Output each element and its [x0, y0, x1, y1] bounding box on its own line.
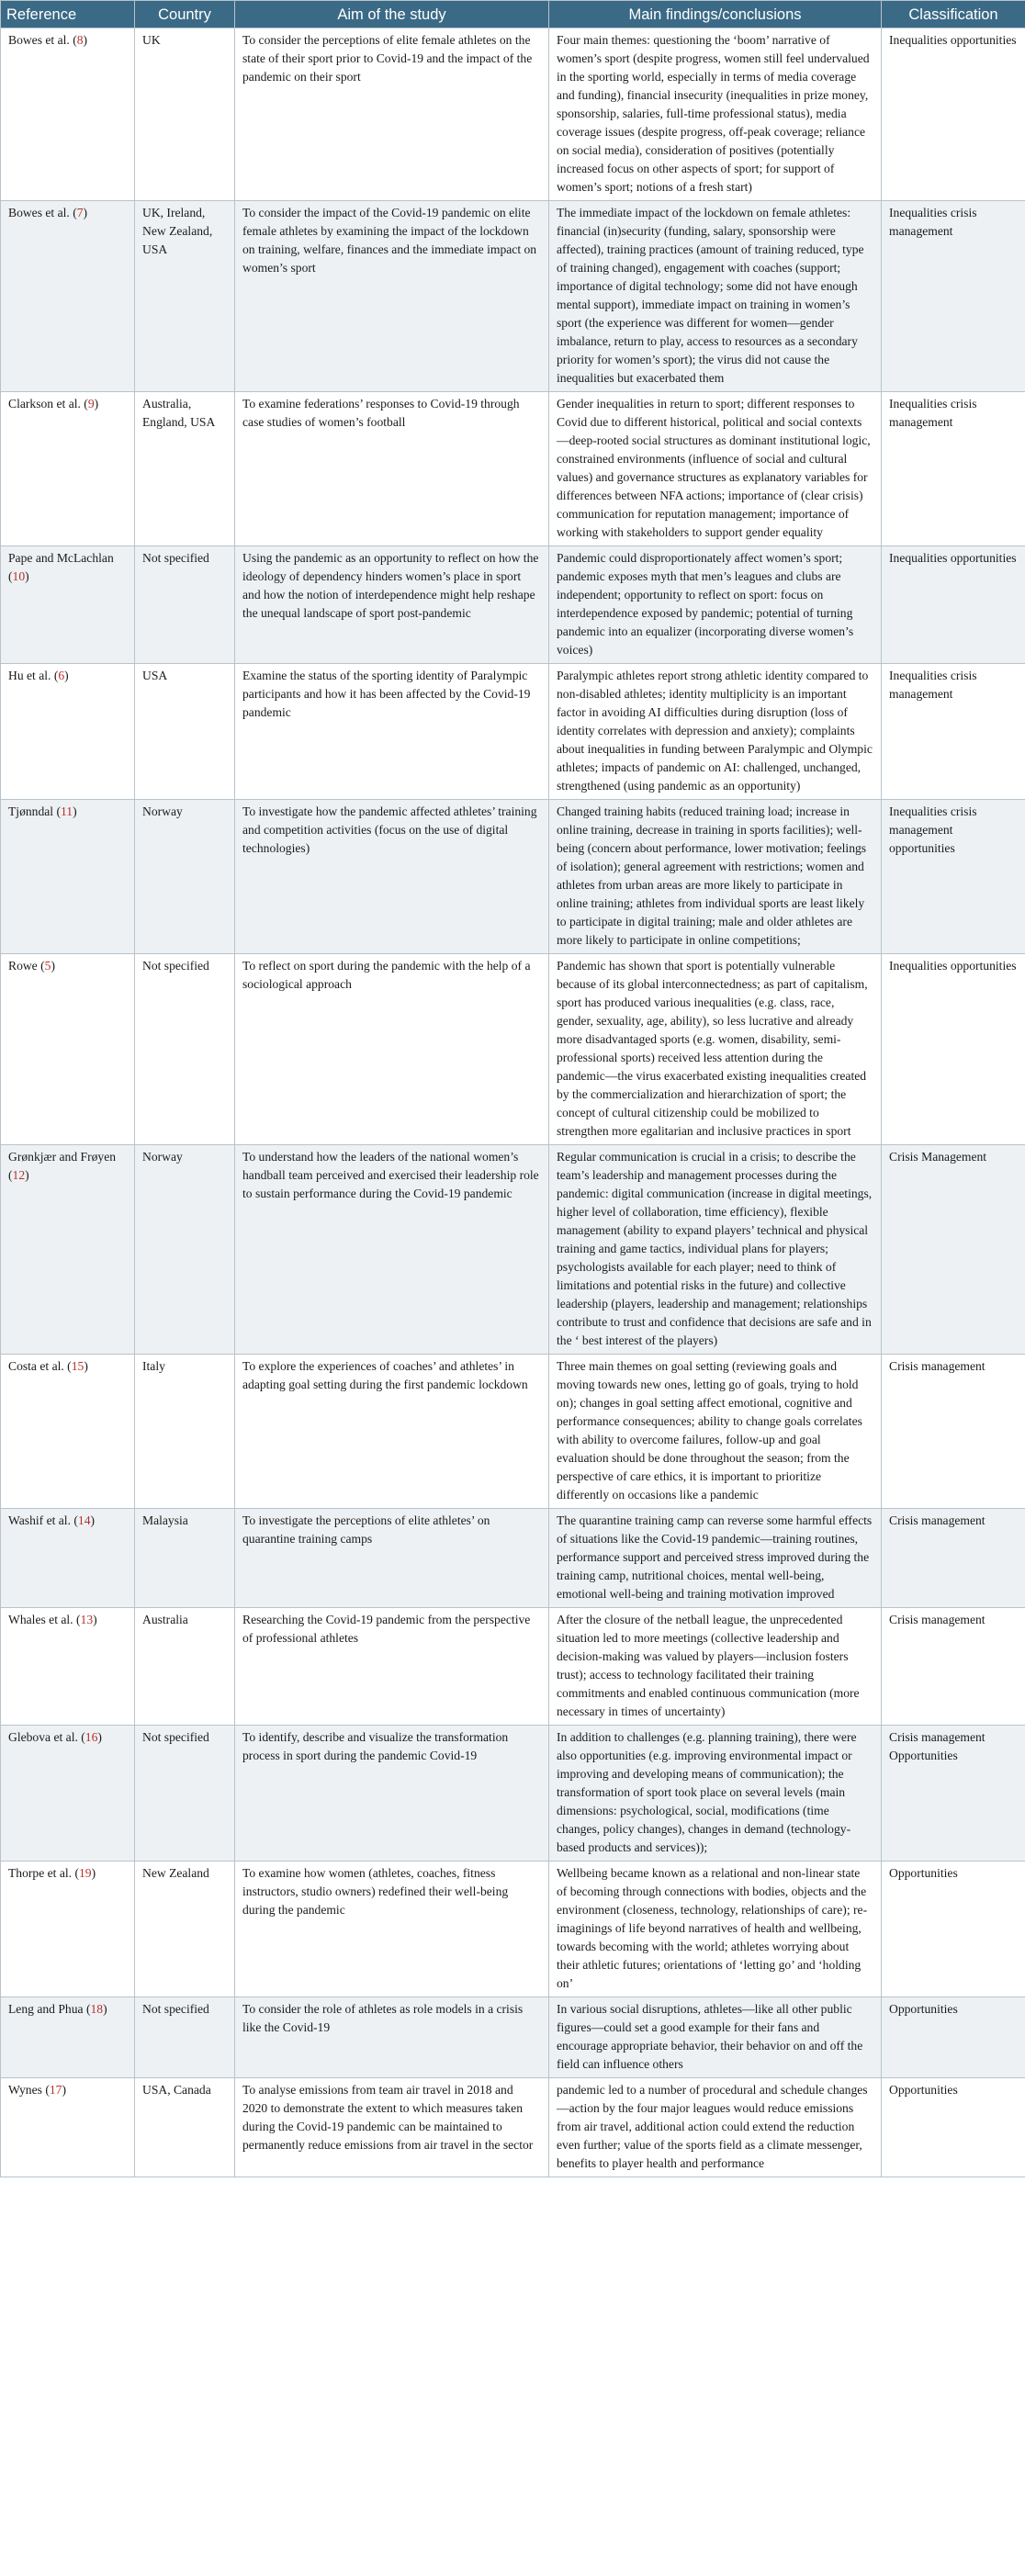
- reference-cell: [1, 201, 135, 392]
- aim-cell: Researching the Covid-19 pandemic from the perspective of professional athletes: [235, 1608, 549, 1726]
- findings-cell: Changed training habits (reduced training load; increase in online training, decrease in training in sports facilities); well-being (concern about performance, lower motivation; feelings of isolation); general agreement with restrictions; women and athletes from urban areas are more likely to participate in online training; athletes from individual sports are least likely to participate in digital training; male and older athletes are more likely to participate in online competitions;: [549, 800, 882, 954]
- reference-author: Whales et al. (: [8, 1613, 81, 1626]
- reference-number-link[interactable]: 14: [77, 1513, 91, 1527]
- aim-cell: To consider the perceptions of elite female athletes on the state of their sport prior to Covid-19 and the impact of the pandemic on their sport: [235, 28, 549, 201]
- country-cell: UK, Ireland, New Zealand, USA: [135, 201, 235, 392]
- findings-cell: Three main themes on goal setting (reviewing goals and moving towards new ones, letting go of goals, trying to hold on); changes in goal setting affect emotional, cognitive and performance consequences; ability to change goals correlates with ability to overcome failures, follow-up and goal evaluation should be done throughout the season; from the perspective of care ethics, it is important to prioritize differently on occasions like a pandemic: [549, 1355, 882, 1509]
- header-reference: Reference: [1, 1, 135, 28]
- classification-cell: Inequalities opportunities: [882, 546, 1025, 664]
- header-findings: Main findings/conclusions: [549, 1, 882, 28]
- reference-number-link[interactable]: 6: [58, 669, 65, 682]
- classification-cell: Crisis management Opportunities: [882, 1726, 1025, 1862]
- reference-close-paren: ): [51, 959, 55, 973]
- reference-number-link[interactable]: 12: [12, 1168, 26, 1182]
- reference-number-link[interactable]: 15: [71, 1359, 84, 1373]
- header-aim: Aim of the study: [235, 1, 549, 28]
- findings-cell: Regular communication is crucial in a crisis; to describe the team’s leadership and management processes during the pandemic: digital communication (increase in digital meetings, higher level of collaboration, time efficiency), flexible management (ability to expand players’ technical and physical training and game tactics, individual plans for players; psychologists available for each player; need to think of limitations and potential risks in the future) and collective leadership (players, leadership and management; relationships contribute to trust and confidence that decisions are safe and in the ‘ best interest of the players): [549, 1145, 882, 1355]
- classification-cell: Inequalities opportunities: [882, 954, 1025, 1145]
- reference-cell: [1, 28, 135, 201]
- table-row: [1, 800, 1025, 954]
- findings-cell: After the closure of the netball league, the unprecedented situation led to more meetings (collective leadership and decision-making was valued by players—inclusion fosters trust); access to technology facilitated their training commitments and enabled continuous communication (more necessary in times of uncertainty): [549, 1608, 882, 1726]
- classification-cell: Inequalities opportunities: [882, 28, 1025, 201]
- country-cell: Not specified: [135, 546, 235, 664]
- aim-cell: To consider the role of athletes as role models in a crisis like the Covid-19: [235, 1997, 549, 2078]
- table-body: [1, 28, 1025, 2177]
- aim-cell: Using the pandemic as an opportunity to reflect on how the ideology of dependency hinders women’s place in sport and how the notion of interdependence might help reshape the unequal landscape of sport post-pandemic: [235, 546, 549, 664]
- classification-cell: Crisis Management: [882, 1145, 1025, 1355]
- reference-author: Bowes et al. (: [8, 33, 77, 47]
- reference-author: Wynes (: [8, 2083, 50, 2097]
- classification-cell: Opportunities: [882, 1997, 1025, 2078]
- aim-cell: To identify, describe and visualize the transformation process in sport during the pandemic Covid-19: [235, 1726, 549, 1862]
- aim-cell: To consider the impact of the Covid-19 pandemic on elite female athletes by examining the impact of the lockdown on training, welfare, finances and the immediate impact on women’s sport: [235, 201, 549, 392]
- reference-author: Washif et al. (: [8, 1513, 78, 1527]
- reference-cell: [1, 1726, 135, 1862]
- table-row: [1, 2078, 1025, 2177]
- reference-cell: [1, 392, 135, 546]
- reference-cell: [1, 2078, 135, 2177]
- findings-cell: Four main themes: questioning the ‘boom’ narrative of women’s sport (despite progress, women still feel undervalued in the sporting world, especially in terms of media coverage and funding), financial insecurity (inequalities in prize money, sponsorship, salaries, full-time professional status), media coverage issues (despite progress, off-peak coverage; reliance on social media), consideration of positives (potentially increased focus on other aspects of sport; for support of women’s sport; notions of a fresh start): [549, 28, 882, 201]
- table-row: [1, 1509, 1025, 1608]
- table-header-row: [1, 1, 1025, 28]
- findings-cell: Wellbeing became known as a relational and non-linear state of becoming through connections with bodies, objects and the environment (closeness, technology, relationships of care); re-imaginings of life beyond narratives of health and wellbeing, towards becoming with the world; athletes worrying about their athletic futures; orientations of ‘letting go’ and ‘holding on’: [549, 1862, 882, 1997]
- country-cell: Norway: [135, 1145, 235, 1355]
- classification-cell: Opportunities: [882, 2078, 1025, 2177]
- reference-cell: [1, 1608, 135, 1726]
- reference-close-paren: ): [62, 2083, 66, 2097]
- findings-cell: Paralympic athletes report strong athletic identity compared to non-disabled athletes; identity multiplicity is an important factor in avoiding AI difficulties during disruption (loss of identity correlates with depression and anxiety); complaints about inequalities in funding between Paralympic and Olympic athletes; impacts of pandemic on AI: challenged, unchanged, strengthened (using pandemic as an opportunity): [549, 664, 882, 800]
- findings-cell: In various social disruptions, athletes—like all other public figures—could set a good example for their fans and encourage appropriate behavior, their behavior on and off the field can influence others: [549, 1997, 882, 2078]
- reference-close-paren: ): [64, 669, 69, 682]
- reference-number-link[interactable]: 17: [49, 2083, 62, 2097]
- table-row: [1, 1355, 1025, 1509]
- reference-cell: [1, 1355, 135, 1509]
- reference-close-paren: ): [94, 397, 99, 411]
- reference-close-paren: ): [97, 1730, 102, 1744]
- reference-number-link[interactable]: 11: [61, 804, 73, 818]
- country-cell: Australia: [135, 1608, 235, 1726]
- aim-cell: To examine how women (athletes, coaches, fitness instructors, studio owners) redefined their well-being during the pandemic: [235, 1862, 549, 1997]
- classification-cell: Crisis management: [882, 1355, 1025, 1509]
- findings-cell: Gender inequalities in return to sport; different responses to Covid due to different historical, political and social contexts—deep-rooted social structures as dominant institutional logic, constrained environments (influence of social and cultural values) and governance structures as explanatory variables for differences between NFA actions; importance of (clear crisis) communication for reputation management; importance of working with stakeholders to support gender equality: [549, 392, 882, 546]
- country-cell: Not specified: [135, 954, 235, 1145]
- reference-author: Pape and McLachlan (: [8, 551, 114, 583]
- reference-author: Hu et al. (: [8, 669, 59, 682]
- reference-close-paren: ): [91, 1866, 96, 1880]
- reference-close-paren: ): [83, 206, 88, 219]
- reference-number-link[interactable]: 13: [80, 1613, 94, 1626]
- reference-close-paren: ): [25, 1168, 29, 1182]
- country-cell: USA, Canada: [135, 2078, 235, 2177]
- reference-close-paren: ): [84, 1359, 88, 1373]
- table-row: [1, 392, 1025, 546]
- classification-cell: Inequalities crisis management: [882, 201, 1025, 392]
- reference-cell: [1, 664, 135, 800]
- classification-cell: Crisis management: [882, 1509, 1025, 1608]
- table-row: [1, 1726, 1025, 1862]
- table-row: [1, 1997, 1025, 2078]
- classification-cell: Crisis management: [882, 1608, 1025, 1726]
- reference-author: Costa et al. (: [8, 1359, 72, 1373]
- reference-cell: [1, 954, 135, 1145]
- header-country: Country: [135, 1, 235, 28]
- reference-close-paren: ): [93, 1613, 97, 1626]
- aim-cell: To investigate how the pandemic affected athletes’ training and competition activities (focus on the use of digital technologies): [235, 800, 549, 954]
- country-cell: Norway: [135, 800, 235, 954]
- reference-author: Leng and Phua (: [8, 2002, 91, 2016]
- reference-number-link[interactable]: 5: [44, 959, 51, 973]
- classification-cell: Opportunities: [882, 1862, 1025, 1997]
- reference-author: Glebova et al. (: [8, 1730, 85, 1744]
- table-row: [1, 1608, 1025, 1726]
- reference-number-link[interactable]: 16: [84, 1730, 98, 1744]
- reference-author: Rowe (: [8, 959, 45, 973]
- country-cell: Not specified: [135, 1997, 235, 2078]
- reference-number-link[interactable]: 18: [90, 2002, 104, 2016]
- reference-close-paren: ): [73, 804, 77, 818]
- classification-cell: Inequalities crisis management opportunities: [882, 800, 1025, 954]
- table-row: [1, 1862, 1025, 1997]
- reference-number-link[interactable]: 10: [12, 569, 26, 583]
- reference-author: Grønkjær and Frøyen (: [8, 1150, 117, 1182]
- reference-number-link[interactable]: 9: [87, 397, 95, 411]
- reference-close-paren: ): [103, 2002, 107, 2016]
- header-classification: Classification: [882, 1, 1025, 28]
- aim-cell: To analyse emissions from team air travel in 2018 and 2020 to demonstrate the extent to which measures taken during the Covid-19 pandemic can be maintained to permanently reduce emissions from air travel in the sector: [235, 2078, 549, 2177]
- reference-close-paren: ): [90, 1513, 96, 1527]
- findings-cell: The immediate impact of the lockdown on female athletes: financial (in)security (funding, salary, sponsorship were affected), training practices (amount of training reduced, type of training changed), engagement with coaches (support; importance of digital technology; some did not have enough mental support), immediate impact on training in women’s sport (the experience was different for women—gender imbalance, return to play, access to resources as a secondary priority for women’s sport); the virus did not cause the inequalities but exacerbated them: [549, 201, 882, 392]
- reference-cell: [1, 800, 135, 954]
- findings-cell: The quarantine training camp can reverse some harmful effects of situations like the Covid-19 pandemic—training routines, performance support and perceived stress improved during the training camp, nutritional choices, mental well-being, emotional well-being and training motivation improved: [549, 1509, 882, 1608]
- country-cell: Not specified: [135, 1726, 235, 1862]
- aim-cell: To understand how the leaders of the national women’s handball team perceived and exercised their leadership role to sustain performance during the Covid-19 pandemic: [235, 1145, 549, 1355]
- reference-number-link[interactable]: 7: [76, 206, 84, 219]
- classification-cell: Inequalities crisis management: [882, 392, 1025, 546]
- reference-cell: [1, 1509, 135, 1608]
- country-cell: Italy: [135, 1355, 235, 1509]
- country-cell: Malaysia: [135, 1509, 235, 1608]
- reference-author: Bowes et al. (: [8, 206, 77, 219]
- aim-cell: To reflect on sport during the pandemic with the help of a sociological approach: [235, 954, 549, 1145]
- findings-cell: In addition to challenges (e.g. planning training), there were also opportunities (e.g. improving environmental impact or improving and developing means of communication); the transformation of sport took place on several levels (main dimensions: psychological, social, modifications (time changes, policy changes), changes in demand (technology-based products and services));: [549, 1726, 882, 1862]
- reference-author: Thorpe et al. (: [8, 1866, 79, 1880]
- reference-author: Clarkson et al. (: [8, 397, 88, 411]
- reference-cell: [1, 546, 135, 664]
- reference-number-link[interactable]: 8: [76, 33, 84, 47]
- aim-cell: To explore the experiences of coaches’ and athletes’ in adapting goal setting during the first pandemic lockdown: [235, 1355, 549, 1509]
- table-row: [1, 28, 1025, 201]
- table-row: [1, 954, 1025, 1145]
- aim-cell: To investigate the perceptions of elite athletes’ on quarantine training camps: [235, 1509, 549, 1608]
- findings-cell: pandemic led to a number of procedural and schedule changes—action by the four major leagues would reduce emissions from air travel, additional action could extend the reduction even further; value of the sports field as a climate messenger, benefits to player health and performance: [549, 2078, 882, 2177]
- country-cell: Australia, England, USA: [135, 392, 235, 546]
- reference-cell: [1, 1145, 135, 1355]
- reference-number-link[interactable]: 19: [79, 1866, 92, 1880]
- findings-cell: Pandemic has shown that sport is potentially vulnerable because of its global interconnectedness; as part of capitalism, sport has produced various inequalities (e.g. class, race, gender, sexuality, age, ability), so less lucrative and already more disadvantaged sports (e.g. women, disability, semi-professional sports) received less attention during the pandemic—the virus exacerbated existing inequalities created by the commercialization and hierarchization of sport; the concept of cultural citizenship could be mobilized to strengthen more egalitarian and inclusive practices in sport: [549, 954, 882, 1145]
- country-cell: UK: [135, 28, 235, 201]
- reference-author: Tjønndal (: [8, 804, 62, 818]
- reference-close-paren: ): [25, 569, 29, 583]
- reference-cell: [1, 1862, 135, 1997]
- country-cell: USA: [135, 664, 235, 800]
- table-row: [1, 1145, 1025, 1355]
- reference-cell: [1, 1997, 135, 2078]
- table-row: [1, 201, 1025, 392]
- aim-cell: Examine the status of the sporting identity of Paralympic participants and how it has been affected by the Covid-19 pandemic: [235, 664, 549, 800]
- country-cell: New Zealand: [135, 1862, 235, 1997]
- aim-cell: To examine federations’ responses to Covid-19 through case studies of women’s football: [235, 392, 549, 546]
- findings-cell: Pandemic could disproportionately affect women’s sport; pandemic exposes myth that men’s leagues and clubs are independent; opportunity to reflect on sport: focus on interdependence exposed by pandemic; potential of turning pandemic into an equalizer (incorporating diverse women’s voices): [549, 546, 882, 664]
- classification-cell: Inequalities crisis management: [882, 664, 1025, 800]
- table-row: [1, 546, 1025, 664]
- reference-close-paren: ): [83, 33, 88, 47]
- table-row: [1, 664, 1025, 800]
